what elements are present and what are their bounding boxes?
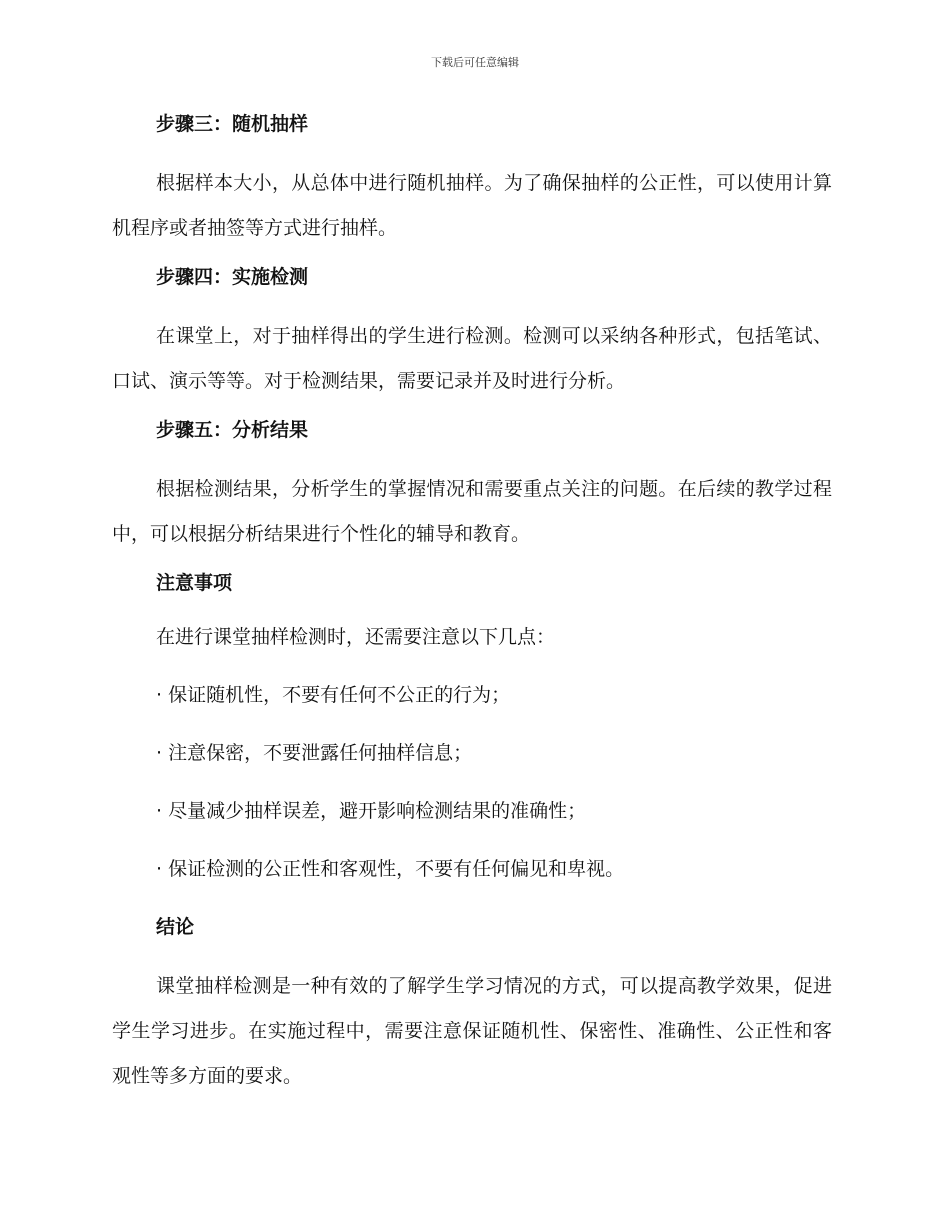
step4-paragraph: 在课堂上，对于抽样得出的学生进行检测。检测可以采纳各种形式，包括笔试、口试、演示等等。对于检测结果，需要记录并及时进行分析。 bbox=[112, 325, 832, 392]
step3-paragraph: 根据样本大小，从总体中进行随机抽样。为了确保抽样的公正性，可以使用计算机程序或者抽签等方式进行抽样。 bbox=[112, 172, 832, 239]
step4-heading: 步骤四：实施检测 bbox=[156, 266, 309, 288]
notes-item-3: · 尽量减少抽样误差，避开影响检测结果的准确性； bbox=[156, 800, 587, 822]
document-body bbox=[112, 110, 832, 1111]
step5-paragraph: 根据检测结果，分析学生的掌握情况和需要重点关注的问题。在后续的教学过程中，可以根据分析结果进行个性化的辅导和教育。 bbox=[112, 478, 832, 545]
page-header: 下载后可任意编辑 bbox=[431, 56, 519, 69]
notes-intro: 在进行课堂抽样检测时，还需要注意以下几点： bbox=[156, 626, 556, 648]
notes-item-2: · 注意保密，不要泄露任何抽样信息； bbox=[156, 742, 473, 764]
notes-item-1: · 保证随机性，不要有任何不公正的行为； bbox=[156, 684, 511, 706]
step3-heading: 步骤三：随机抽样 bbox=[156, 113, 309, 135]
conclusion-heading: 结论 bbox=[156, 916, 195, 938]
notes-item-4: · 保证检测的公正性和客观性，不要有任何偏见和卑视。 bbox=[156, 858, 625, 880]
conclusion-paragraph: 课堂抽样检测是一种有效的了解学生学习情况的方式，可以提高教学效果，促进学生学习进步。在实施过程中，需要注意保证随机性、保密性、准确性、公正性和客观性等多方面的要求。 bbox=[112, 975, 832, 1087]
step5-heading: 步骤五：分析结果 bbox=[156, 419, 309, 441]
notes-heading: 注意事项 bbox=[156, 572, 233, 594]
